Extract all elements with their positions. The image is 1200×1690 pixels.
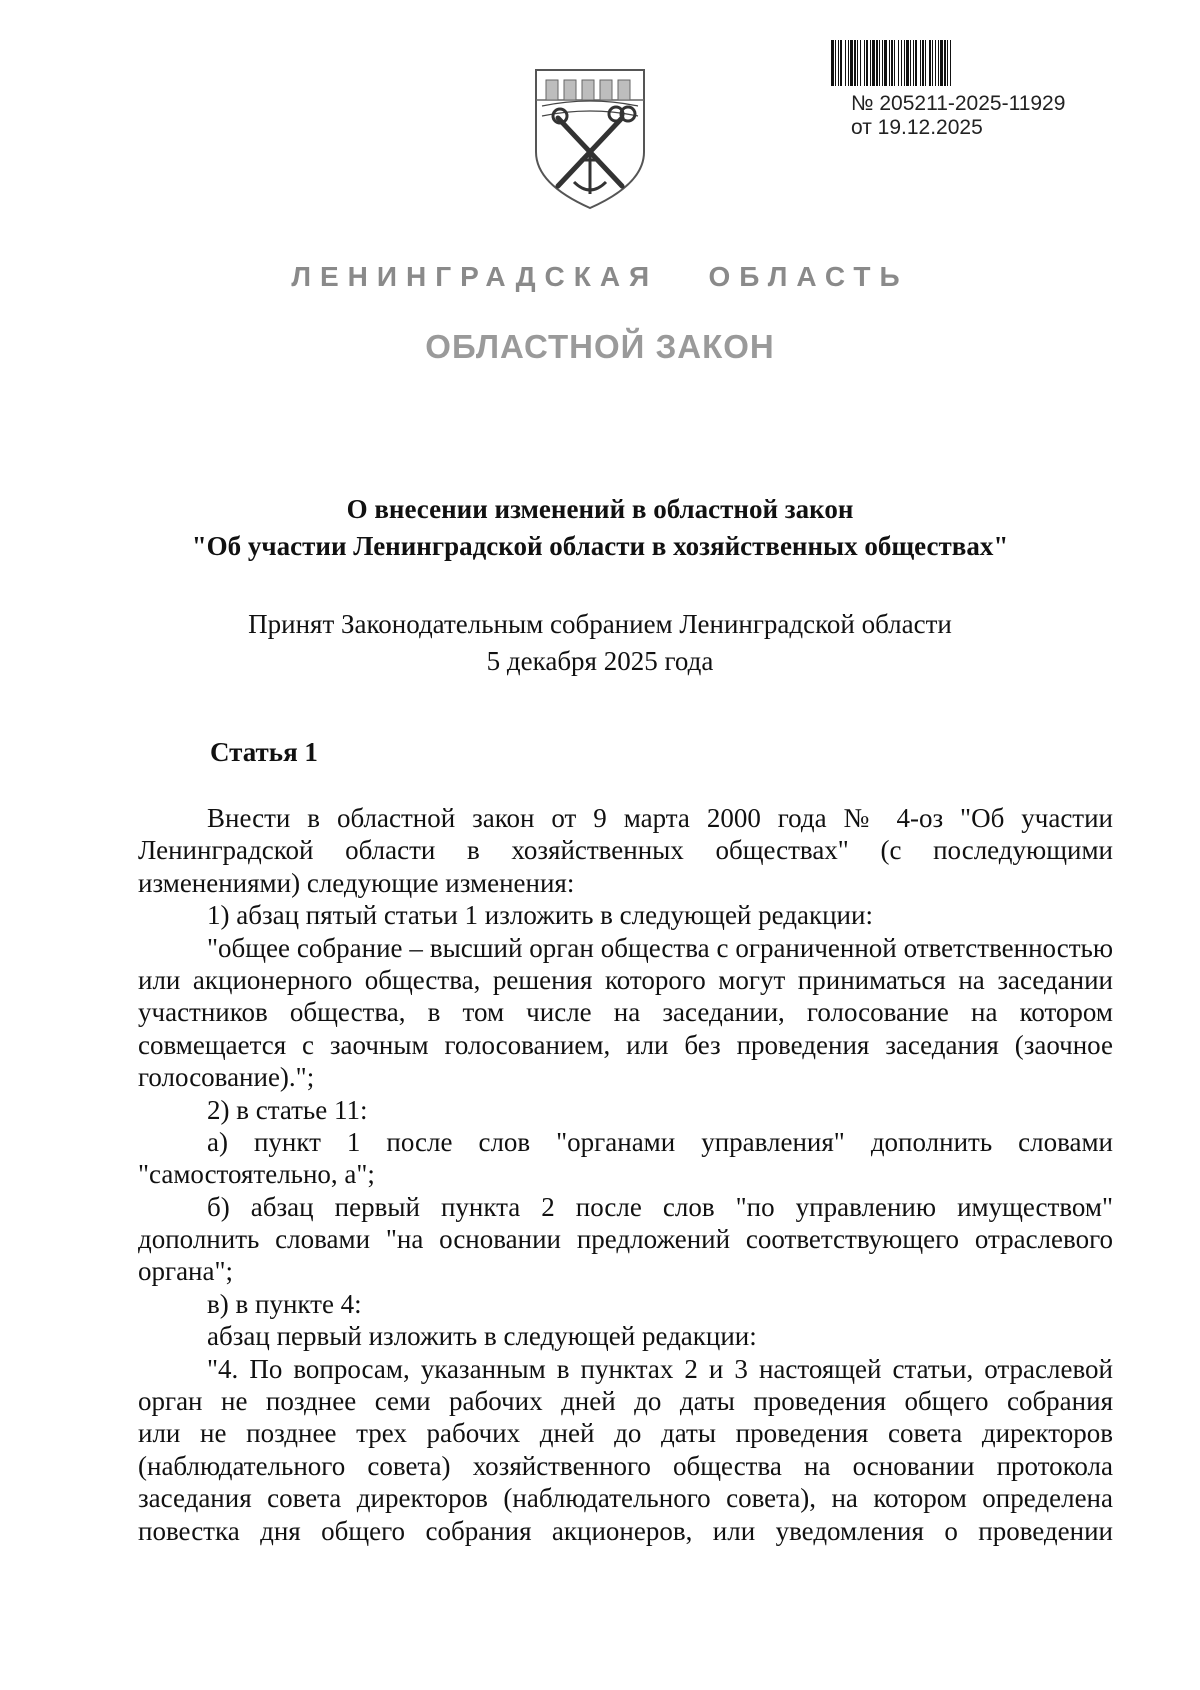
registration-info [851, 92, 1171, 140]
body-line: или не позднее трех рабочих дней до даты проведения совета директоров [138, 1418, 1113, 1449]
body-line: 2) в статье 11: [207, 1094, 368, 1125]
registration-number: № 205211-2025-11929 [851, 92, 1066, 115]
body-line: "4. По вопросам, указанным в пунктах 2 и 3 настоящей статьи, отраслевой [207, 1353, 1113, 1384]
law-title [60, 491, 1140, 565]
body-line: повестка дня общего собрания акционеров, или уведомления о проведении [138, 1515, 1113, 1546]
document-type: ОБЛАСТНОЙ ЗАКОН [425, 328, 775, 365]
body-line: органа"; [138, 1256, 234, 1287]
body-line: "общее собрание – высший орган общества с ограниченной ответственностью [207, 932, 1113, 963]
body-line: Ленинградской области в хозяйственных обществах" (с последующими [138, 835, 1113, 866]
body-line: Внести в областной закон от 9 марта 2000 года № 4-оз "Об участии [207, 803, 1113, 833]
coat-of-arms-emblem [530, 66, 650, 212]
barcode [831, 40, 1089, 86]
body-line: голосование)."; [138, 1062, 315, 1093]
adoption-note-line: Принят Законодательным собранием Ленинградской области [248, 609, 952, 639]
body-line: б) абзац первый пункта 2 после слов "по управлению имуществом" [207, 1191, 1113, 1222]
body-line: 1) абзац пятый статьи 1 изложить в следующей редакции: [207, 900, 873, 931]
region-name: ЛЕНИНГРАДСКАЯ ОБЛАСТЬ [291, 261, 909, 292]
law-title-line: "Об участии Ленинградской области в хозяйственных обществах" [191, 531, 1009, 561]
body-line: орган не позднее семи рабочих дней до даты проведения общего собрания [138, 1386, 1113, 1417]
body-line: в) в пункте 4: [207, 1288, 362, 1319]
registration-date: от 19.12.2025 [851, 116, 983, 139]
body-line: участников общества, в том числе на заседании, голосование на котором [138, 997, 1113, 1028]
body-line: или акционерного общества, решения которого могут приниматься на заседании [138, 964, 1113, 995]
law-title-line: О внесении изменений в областной закон [346, 494, 854, 524]
adoption-note [60, 606, 1140, 680]
body-line: а) пункт 1 после слов "органами управления" дополнить словами [207, 1126, 1113, 1157]
adoption-date: 5 декабря 2025 года [486, 646, 714, 676]
body-line: изменениями) следующие изменения: [138, 867, 575, 898]
body-line: "самостоятельно, а"; [138, 1159, 375, 1190]
body-line: совмещается с заочным голосованием, или без проведения заседания (заочное [138, 1029, 1113, 1060]
body-line: (наблюдательного совета) хозяйственного общества на основании протокола [138, 1450, 1113, 1481]
body-line: заседания совета директоров (наблюдательного совета), на котором определена [138, 1483, 1113, 1514]
body-line: абзац первый изложить в следующей редакции: [207, 1321, 757, 1352]
article-body [138, 802, 1113, 1547]
body-line: дополнить словами "на основании предложений соответствующего отраслевого [138, 1224, 1113, 1255]
article-heading: Статья 1 [210, 737, 318, 767]
